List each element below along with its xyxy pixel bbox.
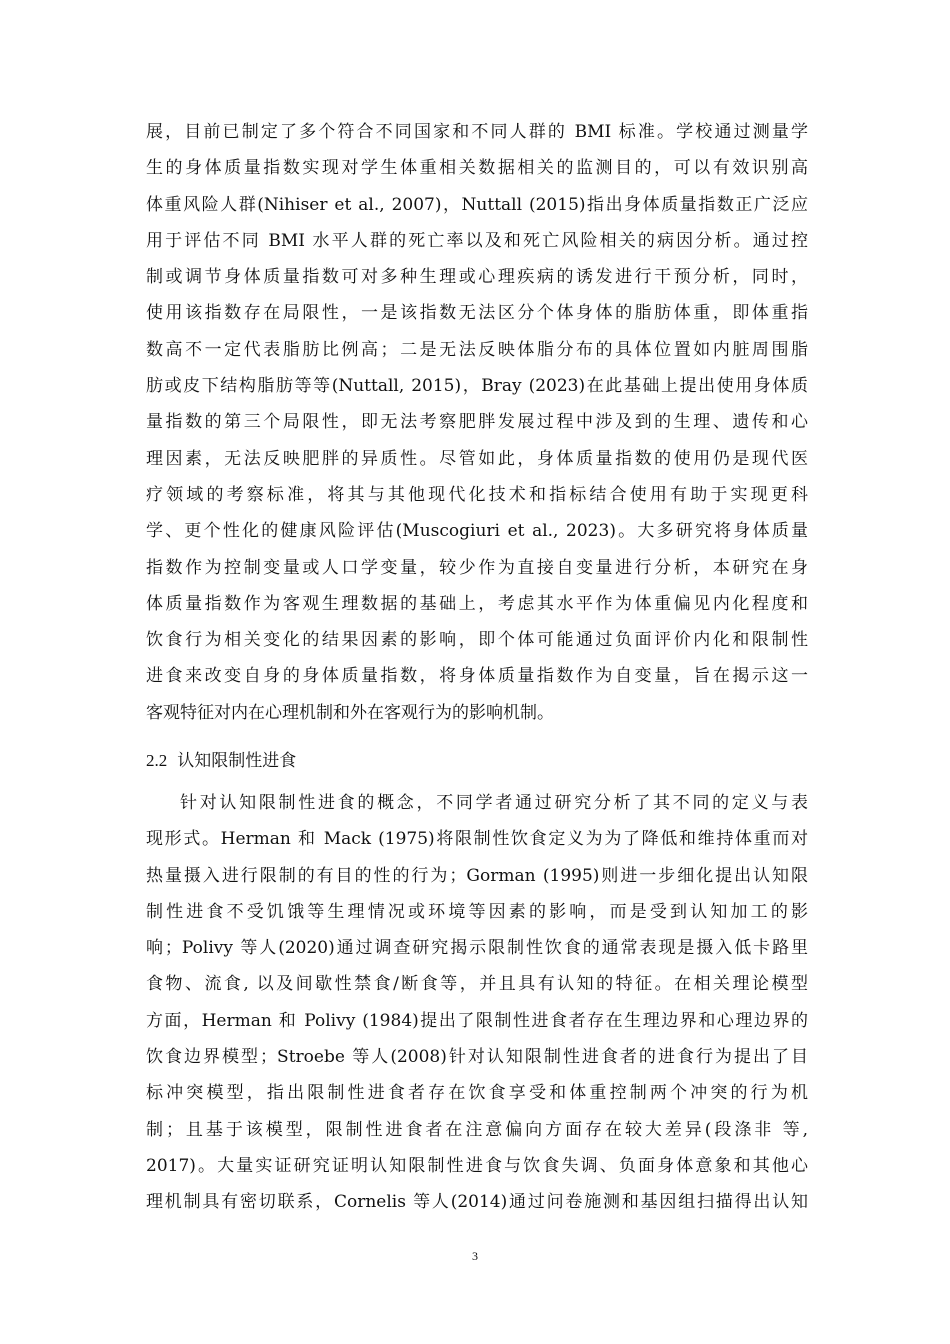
text-line: 2017)。大量实证研究证明认知限制性进食与饮食失调、负面身体意象和其他心: [146, 1155, 808, 1176]
body-paragraph: [146, 114, 808, 731]
text-line: 制；且基于该模型，限制性进食者在注意偏向方面存在较大差异(段涤非 等,: [146, 1119, 808, 1140]
text-line: 饮食边界模型；Stroebe 等人(2008)针对认知限制性进食者的进食行为提出了目: [146, 1047, 808, 1068]
text-line: 生的身体质量指数实现对学生体重相关数据相关的监测目的，可以有效识别高: [146, 158, 808, 179]
text-line: 体质量指数作为客观生理数据的基础上，考虑其水平作为体重偏见内化程度和: [146, 593, 808, 614]
text-line: 使用该指数存在局限性，一是该指数无法区分个体身体的脂肪体重，即体重指: [146, 303, 808, 324]
text-line: 响；Polivy 等人(2020)通过调查研究揭示限制性饮食的通常表现是摄入低卡路里: [146, 938, 808, 959]
text-line: 肪或皮下结构脂肪等等(Nuttall, 2015)，Bray (2023)在此基础上提出使用身体质: [146, 376, 808, 397]
text-line: 制或调节身体质量指数可对多种生理或心理疾病的诱发进行干预分析，同时，: [146, 267, 808, 288]
section-heading: [146, 749, 296, 773]
text-line: 现形式。Herman 和 Mack (1975)将限制性饮食定义为为了降低和维持体重而对: [146, 829, 808, 850]
text-line: 针对认知限制性进食的概念，不同学者通过研究分析了其不同的定义与表: [180, 793, 808, 813]
page-number: 3: [472, 1249, 478, 1263]
body-paragraph: [146, 785, 808, 1221]
text-line: 量指数的第三个局限性，即无法考察肥胖发展过程中涉及到的生理、遗传和心: [146, 412, 808, 433]
text-line: 进食来改变自身的身体质量指数，将身体质量指数作为自变量，旨在揭示这一: [146, 666, 808, 687]
text-line: 数高不一定代表脂肪比例高；二是无法反映体脂分布的具体位置如内脏周围脂: [146, 339, 808, 360]
section-number: 2.2: [146, 751, 168, 770]
text-line: 理机制具有密切联系，Cornelis 等人(2014)通过问卷施测和基因组扫描得出认知: [146, 1192, 808, 1213]
text-line: 食物、流食, 以及间歇性禁食/断食等，并且具有认知的特征。在相关理论模型: [146, 974, 808, 995]
text-line: 疗领域的考察标准，将其与其他现代化技术和指标结合使用有助于实现更科: [146, 484, 808, 505]
text-line: 学、更个性化的健康风险评估(Muscogiuri et al., 2023)。大多研究将身体质量: [146, 521, 808, 542]
text-line: 热量摄入进行限制的有目的性的行为；Gorman (1995)则进一步细化提出认知限: [146, 865, 808, 886]
text-line: 理因素，无法反映肥胖的异质性。尽管如此，身体质量指数的使用仍是现代医: [146, 448, 808, 469]
text-line: 展，目前已制定了多个符合不同国家和不同人群的 BMI 标准。学校通过测量学: [146, 122, 808, 142]
text-line: 方面，Herman 和 Polivy (1984)提出了限制性进食者存在生理边界和心理边界的: [146, 1010, 808, 1031]
text-line: 标冲突模型，指出限制性进食者存在饮食享受和体重控制两个冲突的行为机: [146, 1083, 808, 1104]
text-line: 制性进食不受饥饿等生理情况或环境等因素的影响，而是受到认知加工的影: [146, 901, 808, 922]
text-line: 用于评估不同 BMI 水平人群的死亡率以及和死亡风险相关的病因分析。通过控: [146, 230, 808, 251]
text-line: 指数作为控制变量或人口学变量，较少作为直接自变量进行分析，本研究在身: [146, 557, 808, 578]
text-line: 体重风险人群(Nihiser et al., 2007)，Nuttall (2015)指出身体质量指数正广泛应: [146, 194, 808, 215]
text-line: 饮食行为相关变化的结果因素的影响，即个体可能通过负面评价内化和限制性: [146, 630, 808, 651]
section-title: 认知限制性进食: [177, 751, 297, 771]
text-line: 客观特征对内在心理机制和外在客观行为的影响机制。: [146, 702, 554, 723]
